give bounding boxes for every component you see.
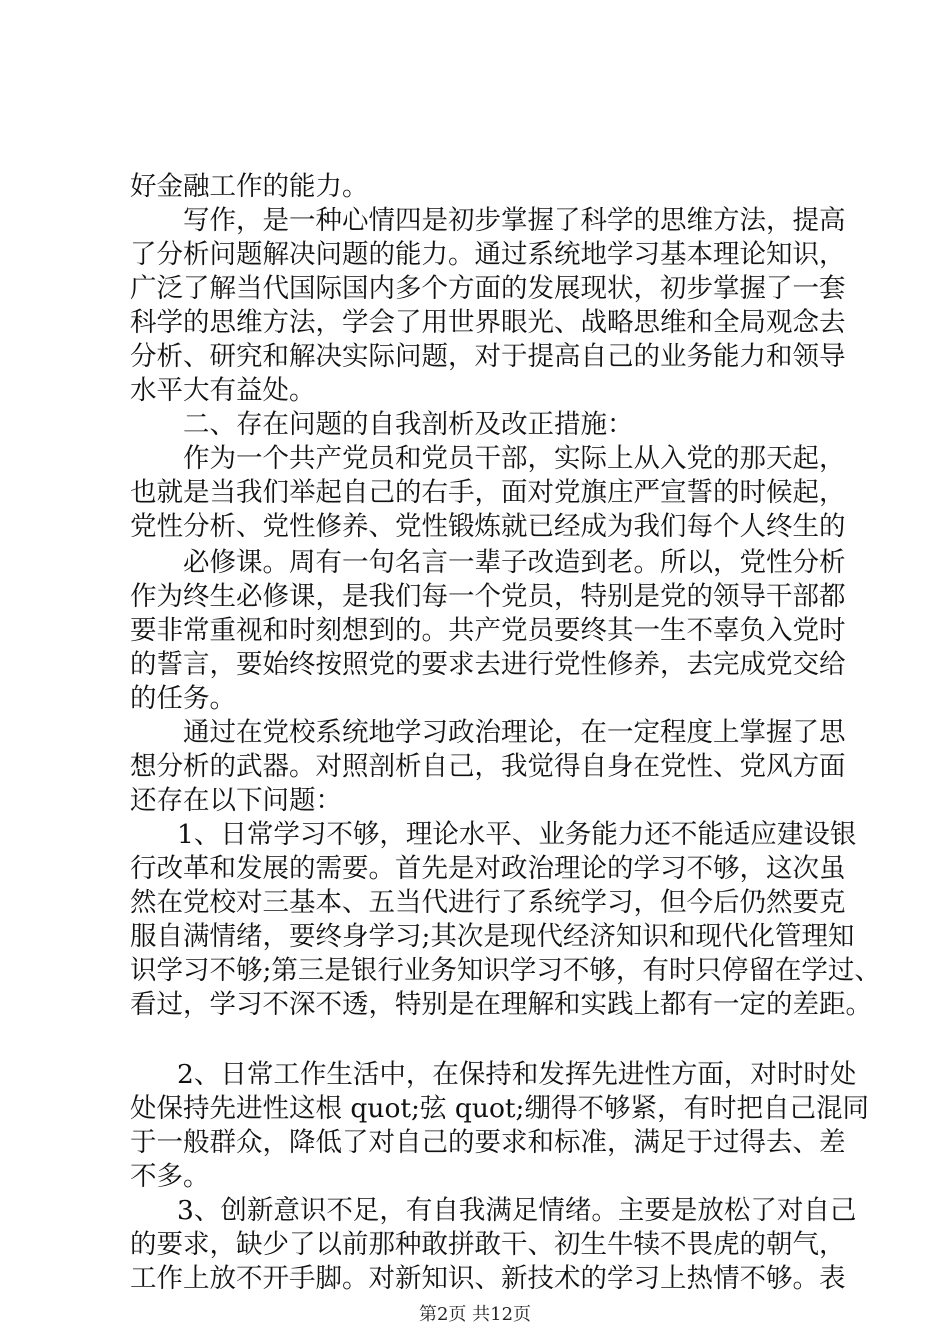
text-line: 的要求，缺少了以前那种敢拼敢干、初生牛犊不畏虎的朝气， <box>130 1229 846 1260</box>
text-line: 工作上放不开手脚。对新知识、新技术的学习上热情不够。表 <box>130 1263 846 1294</box>
text-line: 处保持先进性这根 quot;弦 quot;绷得不够紧，有时把自己混同 <box>130 1093 869 1124</box>
text-line: 科学的思维方法，学会了用世界眼光、战略思维和全局观念去 <box>130 307 846 338</box>
text-line: 作为终生必修课，是我们每一个党员，特别是党的领导干部都 <box>130 581 846 612</box>
text-line: 党性分析、党性修养、党性锻炼就已经成为我们每个人终生的 <box>130 511 846 542</box>
text-line: 3、创新意识不足，有自我满足情绪。主要是放松了对自己 <box>177 1195 857 1226</box>
text-line: 作为一个共产党员和党员干部，实际上从入党的那天起， <box>183 443 846 474</box>
text-line: 必修课。周有一句名言一辈子改造到老。所以，党性分析 <box>183 547 846 578</box>
text-line: 好金融工作的能力。 <box>130 171 369 202</box>
text-line: 于一般群众，降低了对自己的要求和标准，满足于过得去、差 <box>130 1127 846 1158</box>
text-line: 不多。 <box>130 1161 210 1192</box>
text-line: 的誓言，要始终按照党的要求去进行党性修养，去完成党交给 <box>130 649 846 680</box>
text-line: 2、日常工作生活中，在保持和发挥先进性方面，对时时处 <box>177 1059 857 1090</box>
text-line: 分析、研究和解决实际问题，对于提高自己的业务能力和领导 <box>130 341 846 372</box>
text-line: 写作，是一种心情四是初步掌握了科学的思维方法，提高 <box>183 205 846 236</box>
text-line: 通过在党校系统地学习政治理论，在一定程度上掌握了思 <box>183 717 846 748</box>
text-line: 水平大有益处。 <box>130 375 316 406</box>
text-line: 还存在以下问题： <box>130 785 342 816</box>
text-line: 广泛了解当代国际国内多个方面的发展现状，初步掌握了一套 <box>130 273 846 304</box>
text-line: 识学习不够;第三是银行业务知识学习不够，有时只停留在学过、 <box>130 955 881 986</box>
text-line: 看过，学习不深不透，特别是在理解和实践上都有一定的差距。 <box>130 989 872 1020</box>
section-heading: 二、存在问题的自我剖析及改正措施： <box>183 409 634 440</box>
text-line: 1、日常学习不够，理论水平、业务能力还不能适应建设银 <box>177 819 857 850</box>
page-footer: 第2页 共12页 <box>418 1304 532 1325</box>
text-line: 的任务。 <box>130 683 236 714</box>
text-line: 也就是当我们举起自己的右手，面对党旗庄严宣誓的时候起， <box>130 477 846 508</box>
text-line: 行改革和发展的需要。首先是对政治理论的学习不够，这次虽 <box>130 853 846 884</box>
text-line: 服自满情绪，要终身学习;其次是现代经济知识和现代化管理知 <box>130 921 855 952</box>
text-line: 了分析问题解决问题的能力。通过系统地学习基本理论知识， <box>130 239 846 270</box>
text-line: 然在党校对三基本、五当代进行了系统学习，但今后仍然要克 <box>130 887 846 918</box>
text-line: 想分析的武器。对照剖析自己，我觉得自身在党性、党风方面 <box>130 751 846 782</box>
text-line: 要非常重视和时刻想到的。共产党员要终其一生不辜负入党时 <box>130 615 846 646</box>
